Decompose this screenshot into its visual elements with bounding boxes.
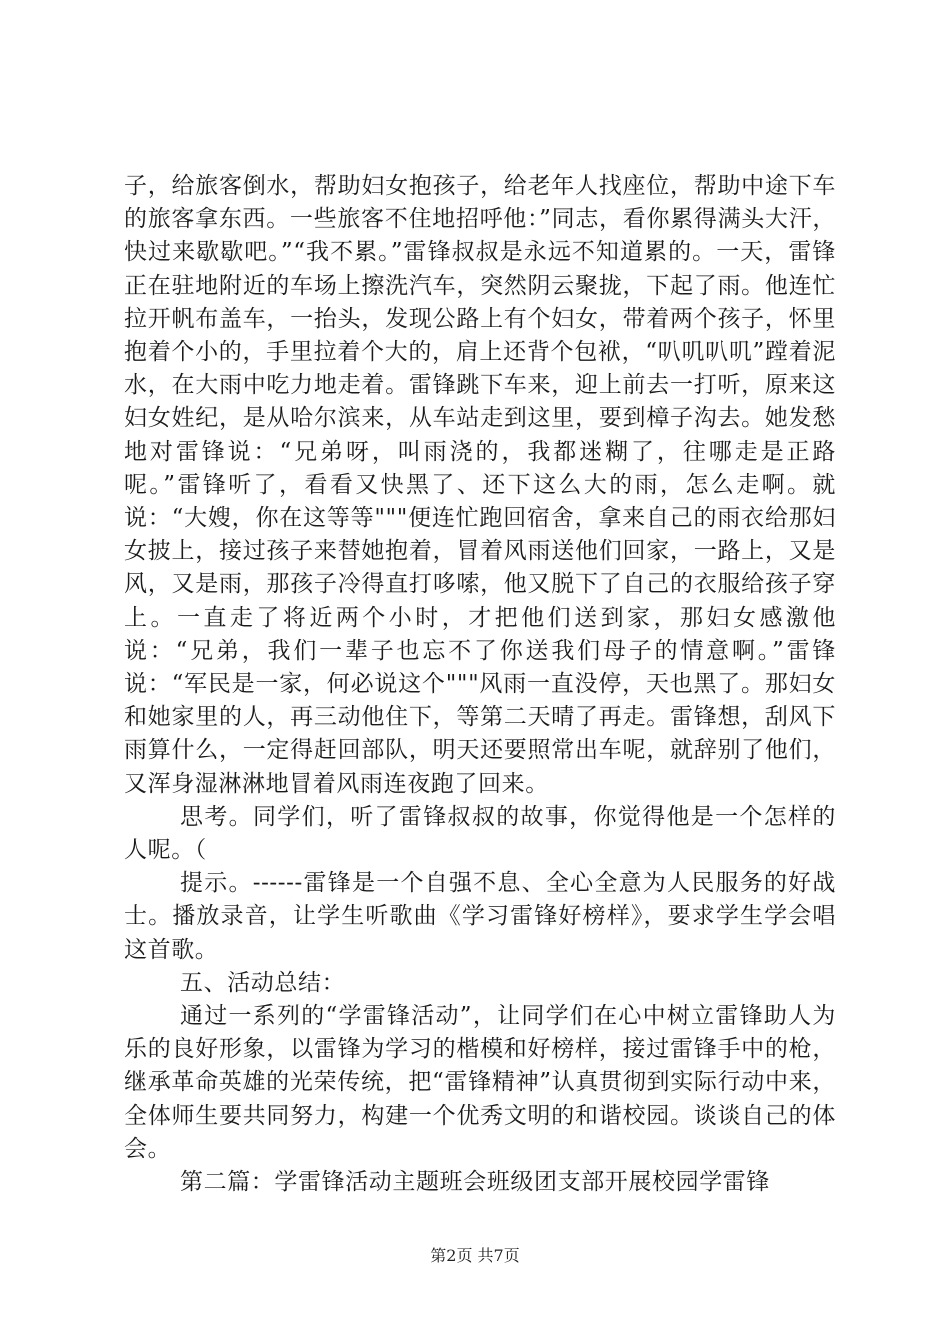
page-footer: 第2页 共7页 (430, 1246, 520, 1265)
paragraph-thinking: 思考。同学们，听了雷锋叔叔的故事，你觉得他是一个怎样的人呢。（ (124, 803, 836, 864)
document-body (124, 170, 836, 1199)
section-heading-summary: 五、活动总结： (180, 969, 346, 996)
paragraph-second-article: 第二篇：学雷锋活动主题班会班级团支部开展校园学雷锋 (180, 1169, 770, 1196)
paragraph-story: 子，给旅客倒水，帮助妇女抱孩子，给老年人找座位，帮助中途下车的旅客拿东西。一些旅客不住地招呼他：”同志，看你累得满头大汗，快过来歇歇吧。”“我不累。”雷锋叔叔是永远不知道累的。一天，雷锋正在驻地附近的车场上擦洗汽车，突然阴云聚拢，下起了雨。他连忙拉开帆布盖车，一抬头，发现公路上有个妇女，带着两个孩子，怀里抱着个小的，手里拉着个大的，肩上还背个包袱，“叭叽叭叽”蹚着泥水，在大雨中吃力地走着。雷锋跳下车来，迎上前去一打听，原来这妇女姓纪，是从哈尔滨来，从车站走到这里，要到樟子沟去。她发愁地对雷锋说：“兄弟呀，叫雨浇的，我都迷糊了，往哪走是正路呢。”雷锋听了，看看又快黑了、还下这么大的雨，怎么走啊。就说：“大嫂，你在这等等"""便连忙跑回宿舍，拿来自己的雨衣给那妇女披上，接过孩子来替她抱着，冒着风雨送他们回家，一路上，又是风，又是雨，那孩子冷得直打哆嗦，他又脱下了自己的衣服给孩子穿上。一直走了将近两个小时，才把他们送到家，那妇女感激他说：“兄弟，我们一辈子也忘不了你送我们母子的情意啊。”雷锋说：“军民是一家，何必说这个"""风雨一直没停，天也黑了。那妇女和她家里的人，再三动他住下，等第二天晴了再走。雷锋想，刮风下雨算什么，一定得赶回部队，明天还要照常出车呢，就辞别了他们，又浑身湿淋淋地冒着风雨连夜跑了回来。 (124, 173, 836, 797)
paragraph-summary: 通过一系列的“学雷锋活动”，让同学们在心中树立雷锋助人为乐的良好形象，以雷锋为学习的楷模和好榜样，接过雷锋手中的枪，继承革命英雄的光荣传统，把“雷锋精神”认真贯彻到实际行动中来，全体师生要共同努力，构建一个优秀文明的和谐校园。谈谈自己的体会。 (124, 1003, 836, 1162)
paragraph-hint: 提示。------雷锋是一个自强不息、全心全意为人民服务的好战士。播放录音，让学生听歌曲《学习雷锋好榜样》，要求学生学会唱这首歌。 (124, 870, 836, 963)
